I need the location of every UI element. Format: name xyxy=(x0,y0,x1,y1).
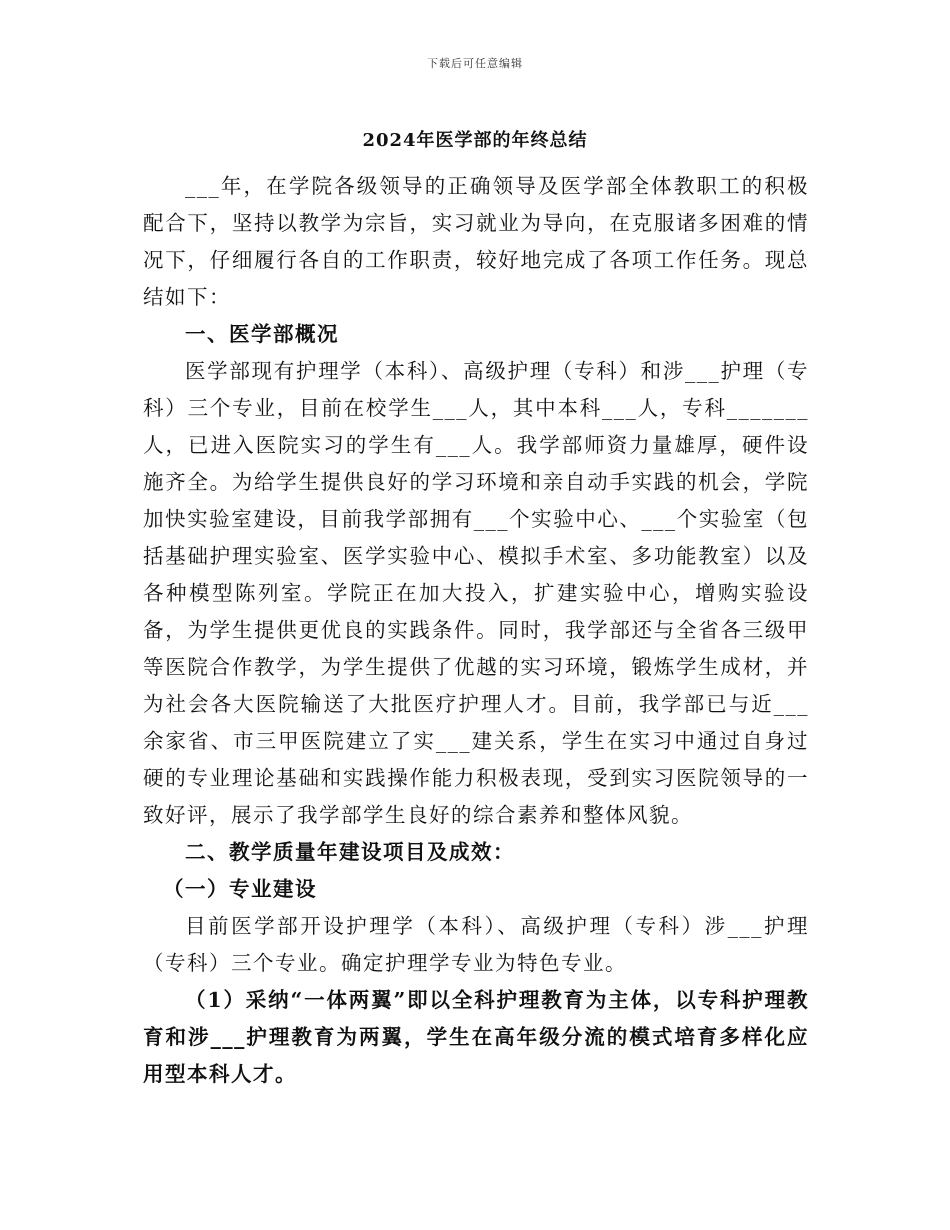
specialty-item-1: （1）采纳“一体两翼”即以全科护理教育为主体，以专科护理教育和涉___护理教育为两翼，学生在高年级分流的模式培育多样化应用型本科人才。 xyxy=(143,988,809,1086)
subsection-heading-specialty: （一）专业建设 xyxy=(163,877,317,901)
specialty-paragraph: 目前医学部开设护理学（本科）、高级护理（专科）涉___护理（专科）三个专业。确定护理学专业为特色专业。 xyxy=(143,914,809,975)
document-body xyxy=(143,168,809,1093)
section-heading-overview: 一、医学部概况 xyxy=(185,322,339,346)
document-title: 2024年医学部的年终总结 xyxy=(362,130,588,151)
overview-paragraph: 医学部现有护理学（本科）、高级护理（专科）和涉___护理（专科）三个专业，目前在校学生___人，其中本科___人，专科_______人，已进入医院实习的学生有___人。我学部师资力量雄厚，硬件设施齐全。为给学生提供良好的学习环境和亲自动手实践的机会，学院加快实验室建设，目前我学部拥有___个实验中心、___个实验室（包括基础护理实验室、医学实验中心、模拟手术室、多功能教室）以及各种模型陈列室。学院正在加大投入，扩建实验中心，增购实验设备，为学生提供更优良的实践条件。同时，我学部还与全省各三级甲等医院合作教学，为学生提供了优越的实习环境，锻炼学生成材，并为社会各大医院输送了大批医疗护理人才。目前，我学部已与近___余家省、市三甲医院建立了实___建关系，学生在实习中通过自身过硬的专业理论基础和实践操作能力积极表现，受到实习医院领导的一致好评，展示了我学部学生良好的综合素养和整体风貌。 xyxy=(143,359,809,827)
section-heading-teaching-quality: 二、教学质量年建设项目及成效： xyxy=(185,840,515,864)
header-note: 下载后可任意编辑 xyxy=(427,57,523,70)
intro-paragraph: ___年，在学院各级领导的正确领导及医学部全体教职工的积极配合下，坚持以教学为宗旨，实习就业为导向，在克服诸多困难的情况下，仔细履行各自的工作职责，较好地完成了各项工作任务。现总结如下： xyxy=(143,174,809,309)
